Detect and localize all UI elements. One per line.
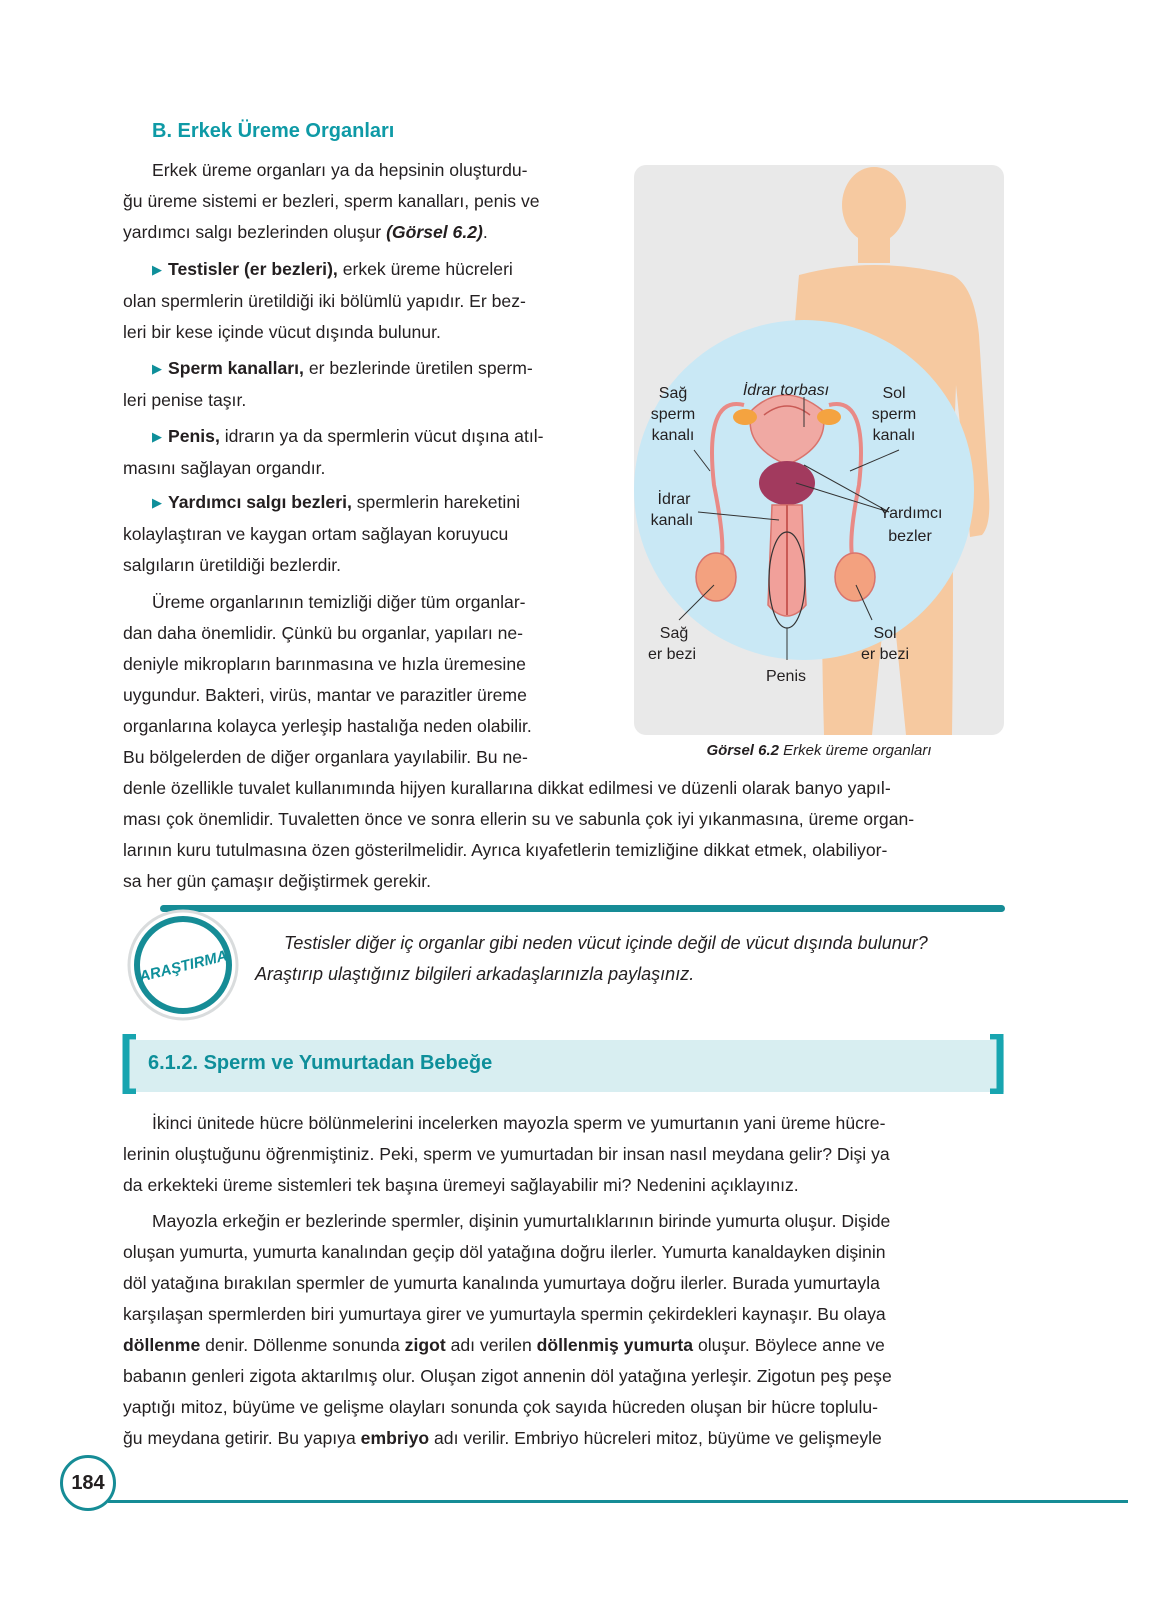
bullet-triangle-icon: ▶ bbox=[152, 495, 162, 510]
label-sag-er-1: Sağ bbox=[659, 625, 689, 642]
term-zigot: zigot bbox=[404, 1335, 446, 1355]
term-dollenmis-yumurta: döllenmiş yumurta bbox=[536, 1335, 694, 1355]
research-badge bbox=[118, 905, 258, 1025]
label-sag-sperm-1: Sağ bbox=[658, 385, 688, 402]
bullet-triangle-icon: ▶ bbox=[152, 429, 162, 444]
research-text: Testisler diğer iç organlar gibi neden vücut içinde değil de vücut dışında bulunur? Araştırıp ulaştığınız bilgileri arkadaşlarınızla paylaşınız. bbox=[255, 933, 928, 984]
label-sol-er-2: er bezi bbox=[860, 646, 910, 663]
right-bracket bbox=[988, 1034, 1004, 1094]
paragraph-2: Mayozla erkeğin er bezlerinde spermler, dişinin yumurtalıklarının birinde yumurta oluşur. Dişide oluşan yumurta, yumurta kanalından geçip döl yatağına doğru ilerler. Yumurta kanaldayken dişinin döl yatağına bırakılan spermler de yumurta kanalında yumurtaya doğru ilerler. Burada yumurtayla karşılaşan spermlerden biri yumurtaya girer ve yumurtayla spermin çekirdekleri kaynaşır. Bu olaya döllenme denir. Döllenme sonunda zigot adı verilen döllenmiş yumurta oluşur. Böylece anne ve babanın genleri zigota aktarılmış olur. Oluşan zigot annenin döl yatağına yerleşir. Zigotun peş peşe yaptığı mitoz, büyüme ve gelişme olayları sonunda çok sayıda hücreden oluşan bir hücre toplulu- ğu meydana getirir. Bu yapıya embriyo adı verilir. Embriyo hücreleri mitoz, büyüme ve gelişmeyle bbox=[123, 1211, 892, 1448]
item-penis: ▶ Penis, idrarın ya da spermlerin vücut dışına atıl- masını sağlayan organdır. bbox=[123, 426, 544, 478]
label-sag-sperm-3: kanalı bbox=[651, 427, 695, 444]
term-embriyo: embriyo bbox=[360, 1428, 430, 1448]
bullet-triangle-icon: ▶ bbox=[152, 361, 162, 376]
testis-right bbox=[696, 553, 736, 601]
left-bracket bbox=[122, 1034, 138, 1094]
label-sag-er-2: er bezi bbox=[647, 646, 697, 663]
hygiene-paragraph: Üreme organlarının temizliği diğer tüm organlar- dan daha önemlidir. Çünkü bu organlar, yapıları ne- deniyle mikropların barınmasına ve hızla üremesine uygundur. Bakteri, virüs, mantar ve parazitler üreme organlarına kolayca yerleşip hastalığa neden olabilir. Bu bölgelerden de diğer organlara yayılabilir. Bu ne- bbox=[123, 592, 532, 767]
label-penis: Penis bbox=[765, 668, 807, 685]
label-sol-sperm-1: Sol bbox=[882, 385, 906, 402]
prostate bbox=[759, 461, 815, 505]
seminal-vesicle-left bbox=[817, 409, 841, 425]
label-idrar-torbasi: İdrar torbası bbox=[742, 382, 830, 399]
label-idrar-kanali-2: kanalı bbox=[650, 512, 694, 529]
section-heading: B. Erkek Üreme Organları bbox=[152, 120, 395, 142]
section-title: 6.1.2. Sperm ve Yumurtadan Bebeğe bbox=[148, 1052, 493, 1074]
label-yardimci-2: bezler bbox=[888, 528, 932, 545]
intro-paragraph: Erkek üreme organları ya da hepsinin oluşturdu- ğu üreme sistemi er bezleri, sperm kanalları, penis ve yardımcı salgı bezlerinden oluşur (Görsel 6.2). bbox=[123, 160, 540, 242]
label-sol-er-1: Sol bbox=[873, 625, 897, 642]
label-sag-sperm-2: sperm bbox=[650, 406, 696, 423]
label-yardimci-1: Yardımcı bbox=[879, 505, 943, 522]
item-testisler: ▶ Testisler (er bezleri), erkek üreme hücreleri olan spermlerin üretildiği iki bölümlü yapıdır. Er bez- leri bir kese içinde vücut dışında bulunur. bbox=[123, 259, 526, 342]
footer-line bbox=[108, 1500, 1128, 1503]
figure-reference: (Görsel 6.2) bbox=[386, 222, 483, 242]
hygiene-paragraph-continued: denle özellikle tuvalet kullanımında hijyen kurallarına dikkat edilmesi ve düzenli olarak banyo yapıl- ması çok önemlidir. Tuvaletten önce ve sonra ellerin su ve sabunla çok iyi yıkanmasına, üreme organ- larının kuru tutulmasına özen gösterilmelidir. Ayrıca kıyafetlerin temizliğine dikkat etmek, olabiliyor- sa her gün çamaşır değiştirmek gerekir. bbox=[123, 778, 915, 891]
label-sol-sperm-2: sperm bbox=[871, 406, 917, 423]
page-number: 184 bbox=[60, 1455, 116, 1511]
testis-left bbox=[835, 553, 875, 601]
bullet-triangle-icon: ▶ bbox=[152, 262, 162, 277]
paragraph-1: İkinci ünitede hücre bölünmelerini incelerken mayozla sperm ve yumurtanın yani üreme hücre- lerinin oluştuğunu öğrenmiştiniz. Peki, sperm ve yumurtadan bir insan nasıl meydana gelir? Dişi ya da erkekteki üreme sistemleri tek başına üremeyi sağlayabilir mi? Nedenini açıklayınız. bbox=[123, 1113, 890, 1195]
term-dollenme: döllenme bbox=[123, 1335, 201, 1355]
label-idrar-kanali-1: İdrar bbox=[657, 491, 691, 508]
item-sperm-kanallari: ▶ Sperm kanalları, er bezlerinde üretilen sperm- leri penise taşır. bbox=[123, 358, 533, 410]
item-yardimci-salgi-bezleri: ▶ Yardımcı salgı bezleri, spermlerin hareketini kolaylaştıran ve kaygan ortam sağlayan koruyucu salgıların üretildiği bezlerdir. bbox=[123, 492, 521, 575]
anatomy-figure bbox=[634, 165, 1004, 735]
male-reproductive-illustration bbox=[634, 165, 1004, 735]
seminal-vesicle-right bbox=[733, 409, 757, 425]
research-top-bar bbox=[160, 905, 1005, 912]
research-badge-label: ARAŞTIRMA bbox=[137, 947, 230, 986]
label-sol-sperm-3: kanalı bbox=[872, 427, 916, 444]
figure-caption: Görsel 6.2 Erkek üreme organları bbox=[706, 742, 932, 759]
